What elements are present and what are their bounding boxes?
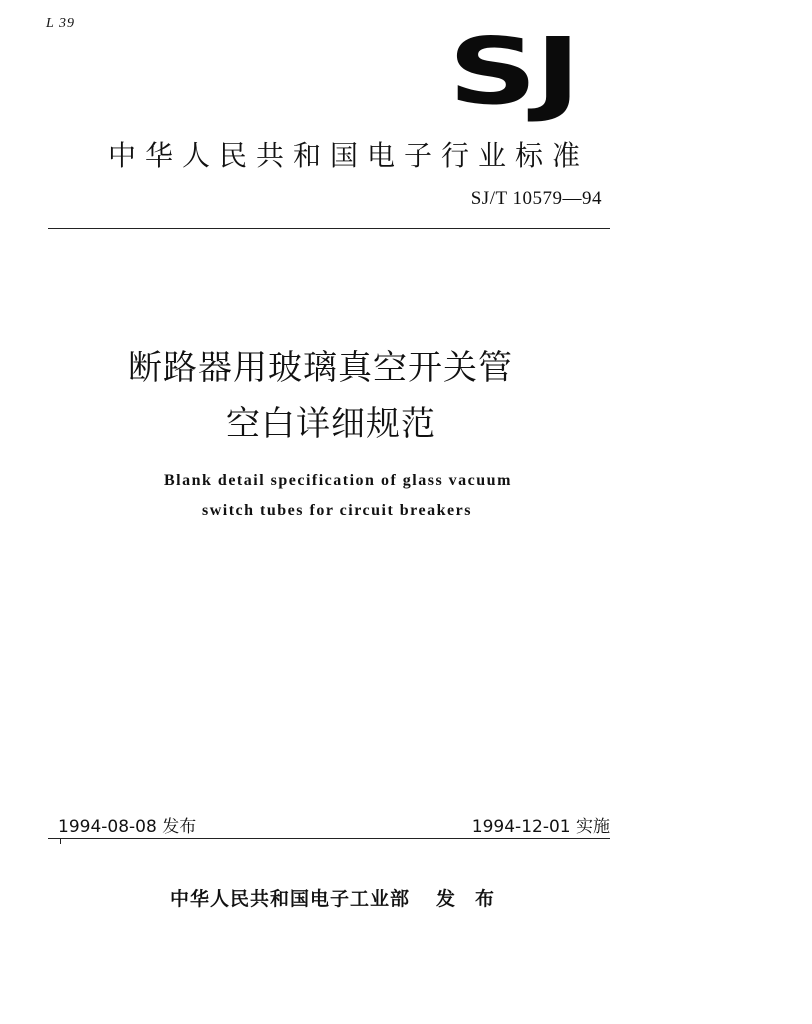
english-title-line-1: Blank detail specification of glass vacuum [164,472,512,489]
classification-code: L 39 [46,16,76,31]
issue-date: 1994-08-08 发布 [58,817,197,837]
standard-number: SJ/T 10579—94 [470,188,602,209]
chinese-title-line-1: 断路器用玻璃真空开关管 [128,348,513,388]
divider-tick [60,838,61,844]
english-title-line-2: switch tubes for circuit breakers [202,502,472,519]
issuer-name: 中华人民共和国电子工业部 [170,888,411,910]
chinese-title-line-2: 空白详细规范 [226,404,436,444]
top-divider [48,228,610,229]
issuing-authority [170,884,514,911]
issuer-action: 发布 [436,888,515,910]
standard-title: 中华人民共和国电子行业标准 [108,139,590,172]
sj-logo: SJ [448,18,579,125]
implementation-date: 1994-12-01 实施 [471,817,610,837]
bottom-divider [48,838,610,839]
